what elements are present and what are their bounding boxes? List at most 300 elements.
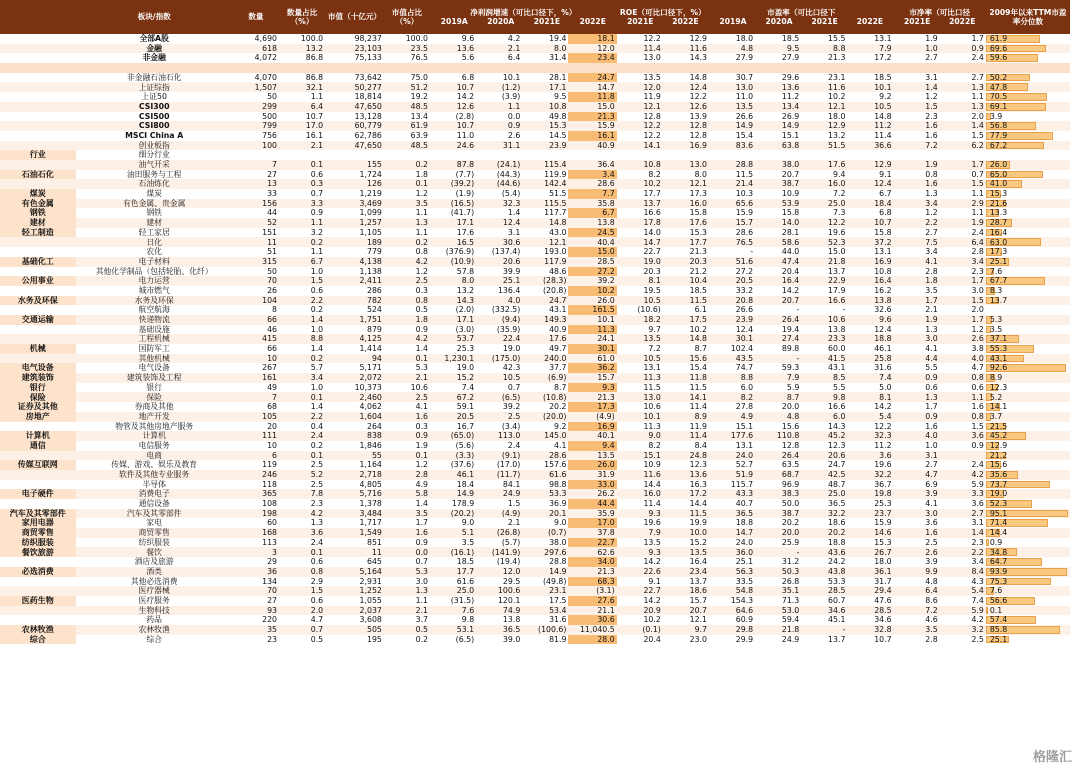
value-cell: 28.5	[847, 606, 893, 616]
table-row	[0, 189, 1070, 199]
sector-name: 商贸零售	[76, 528, 233, 538]
value-cell: 28.1	[549, 72, 567, 82]
value-cell: 9.0	[461, 518, 475, 528]
value-cell: (3.1)	[568, 586, 616, 596]
value-cell: 12.2	[689, 92, 707, 102]
category-cell	[0, 615, 76, 625]
value-cell: 104	[233, 296, 279, 306]
value-cell: 10.7	[305, 111, 324, 121]
value-cell	[940, 451, 986, 461]
value-cell	[940, 150, 986, 160]
value-cell: 19.0	[502, 344, 521, 354]
pe-percentile-cell	[986, 286, 1070, 296]
value-cell: 11.9	[689, 421, 707, 431]
value-cell: 1.4	[279, 315, 325, 325]
value-cell: 0.1	[279, 451, 325, 461]
value-cell: 0.8	[940, 373, 986, 383]
value-cell: 59.1	[456, 402, 475, 412]
pe-percentile-cell	[986, 208, 1070, 218]
value-cell	[430, 63, 476, 73]
sector-name: 生物科技	[76, 606, 233, 616]
value-cell: 0.3	[415, 421, 429, 431]
category-cell: 机械	[0, 344, 76, 354]
value-cell: 1,252	[325, 586, 384, 596]
value-cell: 100	[233, 141, 279, 151]
value-cell: 10.5	[617, 296, 663, 306]
pe-percentile-value: 43.1	[989, 353, 1008, 363]
value-cell: 3,469	[325, 199, 384, 209]
value-cell: 20.7	[781, 169, 800, 179]
value-cell: 1.8	[415, 169, 429, 179]
pe-percentile-cell	[986, 431, 1070, 441]
category-cell	[0, 577, 76, 587]
value-cell: (35.9)	[496, 324, 521, 334]
value-cell: 1,549	[325, 528, 384, 538]
value-cell: 0.1	[384, 354, 430, 364]
value-cell: 4.4	[894, 354, 940, 364]
value-cell: 22.7	[643, 247, 661, 257]
value-cell: 21.3	[568, 392, 616, 402]
value-cell	[279, 150, 325, 160]
value-cell: 195	[366, 634, 382, 644]
value-cell: 14.0	[755, 218, 801, 228]
value-cell: 29.8	[709, 625, 755, 635]
pe-percentile-cell	[986, 586, 1070, 596]
value-cell: 9.7	[663, 625, 709, 635]
value-cell: 2.4	[971, 53, 984, 63]
value-cell: 12.8	[781, 440, 800, 450]
value-cell: 20.5	[709, 276, 755, 286]
value-cell: 100.6	[476, 586, 522, 596]
value-cell: 38.7	[755, 179, 801, 189]
category-cell: 农林牧渔	[0, 625, 76, 635]
value-cell: 4.7	[894, 470, 940, 480]
value-cell: 3,608	[359, 615, 382, 625]
pe-percentile-cell	[986, 538, 1070, 548]
value-cell: 1.4	[415, 344, 429, 354]
value-cell: (4.9)	[476, 509, 522, 519]
sector-name: CSI800	[76, 121, 233, 131]
value-cell: 2,072	[325, 373, 384, 383]
value-cell: 22.7	[568, 538, 616, 548]
category-cell: 计算机	[0, 431, 76, 441]
value-cell: 16.0	[617, 489, 663, 499]
category-cell	[0, 160, 76, 170]
sector-name: 其他必选消费	[130, 576, 178, 586]
category-cell	[0, 73, 76, 83]
header-pb-title: 市净率（可比口径	[909, 7, 971, 17]
pe-percentile-cell	[986, 499, 1070, 509]
value-cell: 3.8	[971, 344, 984, 354]
value-cell: 10.6	[643, 402, 661, 412]
value-cell: 17.1	[522, 82, 568, 92]
value-cell: 11	[325, 547, 384, 557]
sector-name: 医疗器械	[76, 586, 233, 596]
value-cell: 10.2	[689, 324, 707, 334]
value-cell: 26.4	[755, 451, 801, 461]
table-row	[0, 276, 1070, 286]
value-cell: 1.3	[310, 518, 324, 528]
sector-name: 钢铁	[146, 208, 162, 218]
value-cell: 15.2	[430, 373, 476, 383]
value-cell: 13.8	[847, 296, 893, 306]
sector-name: 综合	[146, 634, 162, 644]
value-cell: 3.3	[279, 199, 325, 209]
pe-percentile-cell	[986, 199, 1070, 209]
pe-percentile-value: 19.0	[989, 489, 1008, 499]
value-cell: 14.4	[689, 499, 707, 509]
sector-name: 创业板指	[76, 141, 233, 151]
value-cell: 145.0	[522, 431, 568, 441]
value-cell: 10.6	[410, 382, 429, 392]
value-cell: 10.9	[643, 460, 661, 470]
value-cell: 6.7	[279, 257, 325, 267]
pe-percentile-value: 3.5	[989, 324, 1003, 334]
value-cell: -	[755, 354, 801, 364]
value-cell: 1.2	[971, 324, 984, 334]
table-row	[0, 160, 1070, 170]
value-cell: 0.7	[415, 557, 429, 567]
value-cell	[325, 150, 384, 160]
pe-percentile-value: 45.2	[989, 431, 1008, 441]
value-cell: 126	[325, 179, 384, 189]
pe-percentile-value: 70.5	[989, 92, 1008, 102]
value-cell: 8.8	[279, 334, 325, 344]
value-cell: 1.0	[310, 324, 324, 334]
value-cell: 13.7	[617, 199, 663, 209]
value-cell: 20.5	[430, 412, 476, 422]
category-cell	[0, 112, 76, 122]
value-cell: 34.6	[801, 606, 847, 616]
category-cell: 电气设备	[0, 363, 76, 373]
value-cell: 11.3	[643, 421, 661, 431]
value-cell: 20.6	[476, 257, 522, 267]
value-cell: 10.1	[617, 412, 663, 422]
value-cell: 111	[233, 431, 279, 441]
value-cell: (5.4)	[501, 189, 521, 199]
value-cell: 49.8	[549, 111, 567, 121]
value-cell: 1.4	[310, 344, 324, 354]
value-cell: 505	[325, 625, 384, 635]
value-cell: 18.8	[847, 334, 893, 344]
value-cell	[755, 150, 801, 160]
category-cell: 传媒互联网	[0, 460, 76, 470]
value-cell: 0.7	[279, 625, 325, 635]
header-count: 数量	[233, 0, 279, 34]
value-cell: 26.0	[568, 460, 616, 470]
value-cell: 2.2	[279, 296, 325, 306]
value-cell: 12.1	[689, 615, 707, 625]
pe-percentile-cell	[986, 121, 1070, 131]
value-cell: 14.8	[874, 111, 892, 121]
value-cell: 50,277	[325, 82, 384, 92]
value-cell: 6.2	[940, 141, 986, 151]
value-cell: 15.4	[689, 363, 707, 373]
category-cell: 公用事业	[0, 276, 76, 286]
value-cell: (16.5)	[430, 199, 476, 209]
value-cell: 38.0	[755, 160, 801, 170]
category-cell: 家用电器	[0, 518, 76, 528]
table-row	[0, 557, 1070, 567]
table-row	[0, 315, 1070, 325]
pe-percentile-cell	[986, 460, 1070, 470]
sector-name: 城市燃气	[138, 285, 170, 295]
value-cell	[709, 63, 755, 73]
table-row	[0, 34, 1070, 44]
value-cell: 3.1	[971, 518, 984, 528]
value-cell: 12.9	[847, 160, 893, 170]
value-cell: 30.6	[476, 237, 522, 247]
value-cell: 52	[233, 218, 279, 228]
pe-percentile-cell	[986, 402, 1070, 412]
value-cell: (49.8)	[542, 576, 567, 586]
pe-percentile-cell	[986, 179, 1070, 189]
value-cell	[663, 63, 709, 73]
value-cell: 31.9	[568, 470, 616, 480]
value-cell: 19.5	[643, 285, 661, 295]
value-cell: 1,055	[359, 595, 382, 605]
pe-percentile-value: 61.9	[989, 34, 1008, 44]
value-cell: 10.2	[828, 92, 846, 102]
pe-percentile-cell	[986, 344, 1070, 354]
pe-percentile-cell	[986, 247, 1070, 257]
table-row	[0, 392, 1070, 402]
value-cell: 9.6	[461, 34, 475, 44]
value-cell: 8.7	[554, 382, 567, 392]
category-cell	[0, 267, 76, 277]
value-cell: 13.2	[279, 44, 325, 54]
sector-name: 计算机	[76, 431, 233, 441]
value-cell: 1.6	[925, 130, 938, 140]
value-cell: 2.4	[279, 431, 325, 441]
value-cell: 40.9	[568, 141, 616, 151]
value-cell: 14.7	[709, 528, 755, 538]
value-cell: 8.0	[430, 276, 476, 286]
pe-percentile-value: 14.4	[989, 528, 1008, 538]
category-cell: 房地产	[0, 412, 76, 422]
sector-name: 消费电子	[76, 489, 233, 499]
pe-percentile-value: 71.4	[989, 518, 1008, 528]
value-cell: 66	[233, 315, 279, 325]
value-cell: 13.5	[643, 537, 661, 547]
value-cell: 83.6	[709, 141, 755, 151]
value-cell: 198	[233, 509, 279, 519]
value-cell: 63.9	[410, 130, 429, 140]
pe-percentile-value: 25.1	[989, 634, 1008, 644]
value-cell: 52.7	[735, 460, 754, 470]
value-cell: 25.3	[874, 499, 892, 509]
value-cell: 1.1	[415, 208, 429, 218]
value-cell: 14.7	[617, 237, 663, 247]
value-cell: 5.2	[279, 470, 325, 480]
value-cell: 17.6	[522, 334, 568, 344]
value-cell: 1,378	[359, 499, 382, 509]
value-cell: 42.5	[801, 470, 847, 480]
value-cell: 16.6	[643, 208, 661, 218]
value-cell: 1,717	[359, 518, 382, 528]
value-cell: 3.0	[894, 334, 940, 344]
value-cell: 1.1	[310, 92, 324, 102]
pe-percentile-cell	[986, 528, 1070, 538]
pe-percentile-value: 7.6	[989, 586, 1003, 596]
pe-percentile-cell	[986, 237, 1070, 247]
value-cell: 4.7	[310, 615, 324, 625]
value-cell: 2.9	[310, 576, 324, 586]
value-cell: 2.8	[384, 470, 430, 480]
table-row	[0, 131, 1070, 141]
sector-name: 其他化学制品（包括轮胎、化纤）	[95, 266, 213, 276]
value-cell: 29.5	[502, 576, 521, 586]
value-cell: 21.1	[568, 606, 616, 616]
value-cell: 0.9	[971, 440, 984, 450]
value-cell: 1.9	[894, 315, 940, 325]
category-cell: 综合	[0, 635, 76, 645]
header-count-share: 数量占比（%）	[279, 0, 325, 34]
sector-name: 快递物流	[76, 315, 233, 325]
pe-percentile-cell	[986, 82, 1070, 92]
category-cell	[0, 121, 76, 131]
value-cell: 11.0	[456, 130, 475, 140]
value-cell: 0.1	[279, 392, 325, 402]
value-cell: 11.5	[735, 169, 754, 179]
value-cell: 4.1	[925, 344, 938, 354]
pe-percentile-cell	[986, 73, 1070, 83]
value-cell: 10.2	[617, 179, 663, 189]
value-cell: 28.8	[709, 160, 755, 170]
value-cell: 4,805	[359, 479, 382, 489]
value-cell: 1.5	[279, 276, 325, 286]
value-cell: 879	[366, 324, 382, 334]
value-cell: 15.5	[828, 34, 846, 44]
value-cell: 13.1	[735, 440, 754, 450]
value-cell: 61.0	[568, 354, 616, 364]
pe-percentile-value: 35.6	[989, 470, 1008, 480]
value-cell: 18.6	[663, 586, 709, 596]
pe-percentile-value: 41.0	[989, 179, 1008, 189]
value-cell: 13.4	[410, 111, 429, 121]
value-cell: 38.7	[755, 509, 801, 519]
value-cell: 11.2	[874, 440, 892, 450]
value-cell: 1.3	[384, 218, 430, 228]
value-cell: (37.6)	[450, 460, 475, 470]
value-cell: 1.1	[415, 595, 429, 605]
category-cell: 餐饮旅游	[0, 547, 76, 557]
value-cell: 0.2	[310, 440, 324, 450]
value-cell: 68	[267, 402, 277, 412]
value-cell: 16.9	[847, 257, 893, 267]
sector-name: 汽车及其零部件	[76, 509, 233, 519]
value-cell: 0.8	[415, 247, 429, 257]
value-cell: 12.1	[617, 102, 663, 112]
value-cell	[384, 63, 430, 73]
value-cell: 14.1	[617, 141, 663, 151]
value-cell: 13.4	[755, 102, 801, 112]
pe-percentile-value: 73.7	[989, 479, 1008, 489]
value-cell: 3.4	[940, 257, 986, 267]
value-cell: 1,846	[359, 440, 382, 450]
value-cell: 9.2	[879, 92, 892, 102]
value-cell: 23.4	[568, 53, 616, 63]
value-cell: 86.8	[305, 72, 324, 82]
category-cell	[0, 470, 76, 480]
value-cell: 18.1	[568, 34, 616, 44]
value-cell: 16.5	[430, 237, 476, 247]
value-cell: 44.0	[781, 247, 800, 257]
value-cell: 6.4	[279, 102, 325, 112]
category-cell	[0, 305, 76, 315]
value-cell: 21.3	[568, 112, 616, 122]
value-cell: 156	[233, 199, 279, 209]
value-cell: 9.3	[617, 547, 663, 557]
value-cell: 4,125	[325, 334, 384, 344]
value-cell: 49.7	[549, 344, 567, 354]
value-cell: 2.0	[971, 305, 984, 315]
value-cell: 15.4	[735, 130, 754, 140]
value-cell: 102.4	[730, 344, 754, 354]
pe-percentile-value: 69.6	[989, 43, 1008, 53]
value-cell: 2.2	[940, 547, 986, 557]
value-cell: 13.7	[689, 576, 707, 586]
value-cell: 48.7	[828, 479, 846, 489]
value-cell: 24.8	[663, 451, 709, 461]
value-cell: 13.1	[874, 34, 892, 44]
value-cell: 39.9	[502, 266, 521, 276]
value-cell: (5.7)	[501, 537, 521, 547]
value-cell: 23	[267, 634, 277, 644]
value-cell: 17.5	[663, 315, 709, 325]
value-cell: 9.5	[755, 44, 801, 54]
value-cell: 87.8	[430, 160, 476, 170]
value-cell: 25.9	[781, 537, 800, 547]
category-cell	[0, 92, 76, 102]
value-cell: 11.4	[663, 431, 709, 441]
value-cell: 10.5	[847, 102, 893, 112]
value-cell: 9.1	[648, 576, 661, 586]
value-cell: 11.2	[847, 121, 893, 131]
table-row	[0, 73, 1070, 83]
sector-name: 日化	[76, 237, 233, 247]
value-cell: 13.8	[828, 324, 846, 334]
value-cell: 2.6	[507, 130, 521, 140]
value-cell	[384, 150, 430, 160]
value-cell: 168	[233, 528, 279, 538]
value-cell: 56.3	[709, 567, 755, 577]
table-row	[0, 44, 1070, 54]
value-cell: 1.7	[925, 402, 938, 412]
value-cell: 33.5	[735, 576, 754, 586]
value-cell: 24.7	[522, 296, 568, 306]
table-row	[0, 170, 1070, 180]
value-cell: 0.0	[384, 547, 430, 557]
value-cell: 0.1	[279, 160, 325, 170]
value-cell: 9.4	[833, 169, 846, 179]
value-cell: 11.4	[874, 130, 892, 140]
value-cell: 105	[233, 412, 279, 422]
value-cell	[847, 150, 893, 160]
value-cell: 4.6	[925, 615, 938, 625]
value-cell: 9.8	[801, 392, 847, 402]
pe-percentile-value: 93.9	[989, 566, 1008, 576]
value-cell: 0.6	[310, 595, 324, 605]
value-cell: 53.3	[828, 576, 846, 586]
sector-name: 通信设备	[138, 499, 170, 509]
value-cell: 2.3	[971, 266, 984, 276]
value-cell: 26.7	[847, 547, 893, 557]
value-cell: 2,931	[359, 576, 382, 586]
value-cell: 36.0	[709, 547, 755, 557]
value-cell	[801, 63, 847, 73]
value-cell: 18.0	[874, 557, 892, 567]
